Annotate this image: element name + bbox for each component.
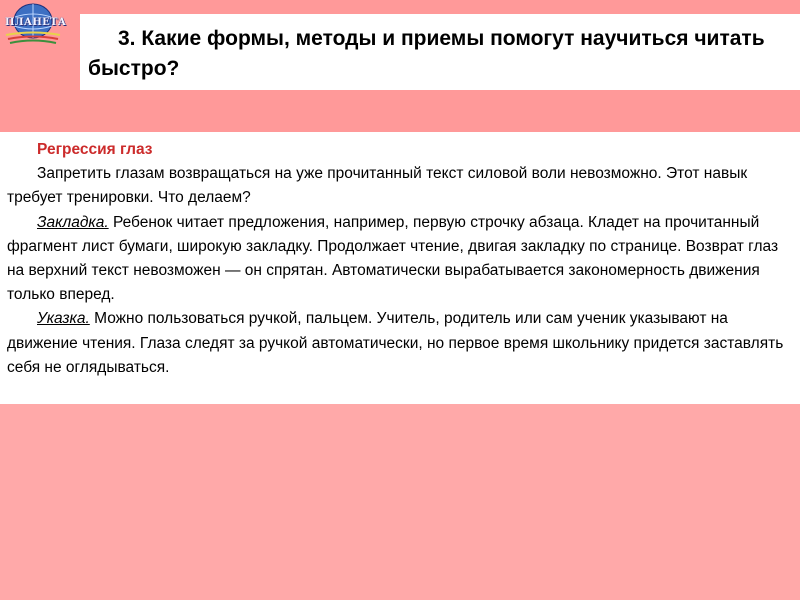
- section-heading: Регрессия глаз: [37, 141, 153, 158]
- paragraph-pointer: [7, 307, 792, 380]
- paragraph-intro: [7, 162, 792, 210]
- logo-text: ПЛАНЕТА: [5, 17, 67, 28]
- term-bookmark: Закладка.: [37, 213, 109, 231]
- slide-title: 3. Какие формы, методы и приемы помогут научиться читать быстро?: [88, 27, 765, 80]
- term-pointer: Указка.: [37, 310, 90, 328]
- paragraph-bookmark: [7, 211, 792, 308]
- planeta-logo: [2, 2, 67, 46]
- paragraph-intro-text: Запретить глазам возвращаться на уже прочитанный текст силовой воли невозможно. Этот навык требует тренировки. Что делаем?: [7, 165, 748, 207]
- paragraph-bookmark-text: Ребенок читает предложения, например, первую строчку абзаца. Кладет на прочитанный фрагмент лист бумаги, широкую закладку. Продолжает чтение, двигая закладку по странице. Возврат глаз на верхний текст невозможен — он спрятан. Автоматически вырабатывается закономерность движения только вперед.: [7, 213, 779, 304]
- body-text: [7, 138, 792, 380]
- paragraph-pointer-text: Можно пользоваться ручкой, пальцем. Учитель, родитель или сам ученик указывают на движение чтения. Глаза следят за ручкой автоматически, но первое время школьнику придется заставлять себя не оглядываться.: [7, 310, 784, 376]
